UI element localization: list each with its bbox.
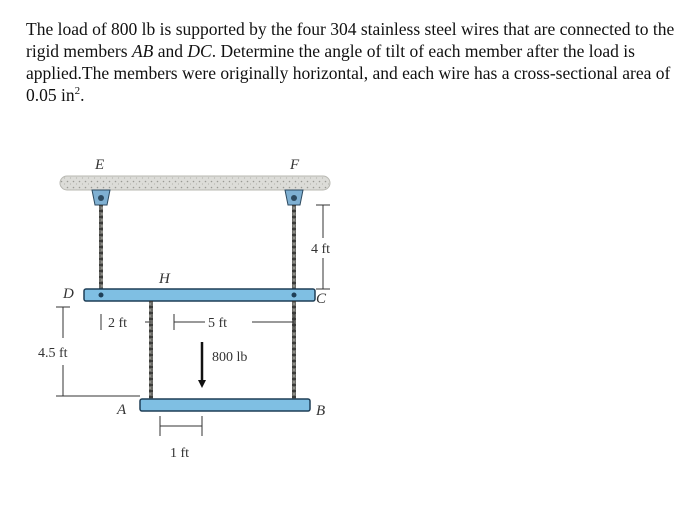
beam-ab: [140, 399, 310, 411]
dim-2ft-label: 2 ft: [108, 316, 128, 331]
member-ab-ref: AB: [131, 41, 154, 61]
pin-f: [291, 195, 297, 201]
beam-dc: [84, 289, 315, 301]
problem-text-4: .: [80, 85, 85, 105]
label-e: E: [95, 157, 105, 173]
dim-5ft-label: 5 ft: [208, 316, 228, 331]
pin-e: [98, 195, 104, 201]
pin-d: [99, 293, 104, 298]
label-c: C: [316, 291, 327, 307]
problem-text-1: The load of 800 lb is supported by the four 304 stainless steel wires that are connected to the rigid members: [26, 19, 675, 61]
member-dc-ref: DC: [187, 41, 212, 61]
problem-text-2: and: [153, 41, 188, 61]
load-label: 800 lb: [212, 350, 248, 365]
problem-text-3: . Determine the angle of tilt of each member after the load is applied.The members were originally horizontal, and each wire has a cross-sectional area of 0.05 in: [26, 41, 671, 105]
wire-f: [292, 205, 296, 289]
ceiling-support: [60, 176, 330, 190]
pin-c: [292, 293, 297, 298]
area-exponent: 2: [74, 85, 81, 98]
label-f: F: [290, 157, 300, 173]
dim-1ft-label: 1 ft: [170, 446, 190, 461]
label-b: B: [316, 403, 326, 419]
label-h: H: [159, 271, 170, 287]
dim-4ft-label: 4 ft: [311, 242, 331, 257]
wire-e: [99, 205, 103, 289]
label-d: D: [63, 286, 74, 302]
label-a: A: [117, 402, 127, 418]
wire-h: [149, 301, 153, 399]
dim-45ft-label: 4.5 ft: [38, 346, 68, 361]
